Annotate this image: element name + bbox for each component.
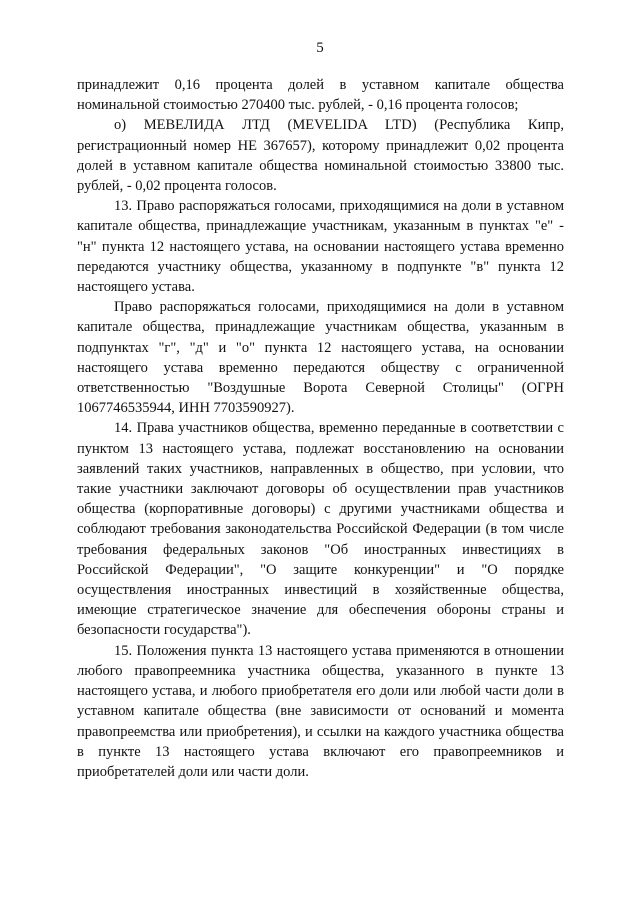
- page-number: 5: [316, 40, 324, 56]
- paragraph-clause-14: 14. Права участников общества, временно переданные в соответствии с пунктом 13 настоящего устава, подлежат восстановлению на основании заявлений таких участников, направленных в общество, при условии, что такие участники заключают договоры об осуществлении прав участников общества (корпоративные договоры) с другими участниками общества и соблюдают требования законодательства Российской Федерации (в том числе требования федеральных законов "Об иностранных инвестициях в Российской Федерации", "О защите конкуренции" и "О порядке осуществления иностранных инвестиций в хозяйственные общества, имеющие стратегическое значение для обеспечения обороны страны и безопасности государства").: [77, 420, 564, 639]
- paragraph-clause-13: 13. Право распоряжаться голосами, приходящимися на доли в уставном капитале общества, принадлежащие участникам, указанным в пунктах "е" - "н" пункта 12 настоящего устава, на основании настоящего устава временно передаются участнику общества, указанному в подпункте "в" пункта 12 настоящего устава.: [77, 198, 564, 296]
- paragraph-item-o-mevelida: о) МЕВЕЛИДА ЛТД (MEVELIDA LTD) (Республика Кипр, регистрационный номер НЕ 367657), которому принадлежит 0,02 процента долей в уставном капитале общества номинальной стоимостью 33800 тыс. рублей, - 0,02 процента голосов.: [77, 117, 564, 195]
- document-body: [77, 75, 564, 782]
- paragraph-clause-15: 15. Положения пункта 13 настоящего устава применяются в отношении любого правопреемника участника общества, указанного в пункте 13 настоящего устава, и любого приобретателя его доли или любой части доли в уставном капитале общества (вне зависимости от оснований и момента правопреемства или приобретения), и ссылки на каждого участника общества в пункте 13 настоящего устава включают его правопреемников и приобретателей доли или части доли.: [77, 642, 564, 780]
- paragraph-share-continuation: принадлежит 0,16 процента долей в уставном капитале общества номинальной стоимостью 270400 тыс. рублей, - 0,16 процента голосов;: [77, 77, 564, 114]
- paragraph-clause-13-voting-rights: Право распоряжаться голосами, приходящимися на доли в уставном капитале общества, принадлежащие участникам общества, указанным в подпунктах "г", "д" и "о" пункта 12 настоящего устава, на основании настоящего устава временно передаются обществу с ограниченной ответственностью "Воздушные Ворота Северной Столицы" (ОГРН 1067746535944, ИНН 7703590927).: [77, 299, 564, 417]
